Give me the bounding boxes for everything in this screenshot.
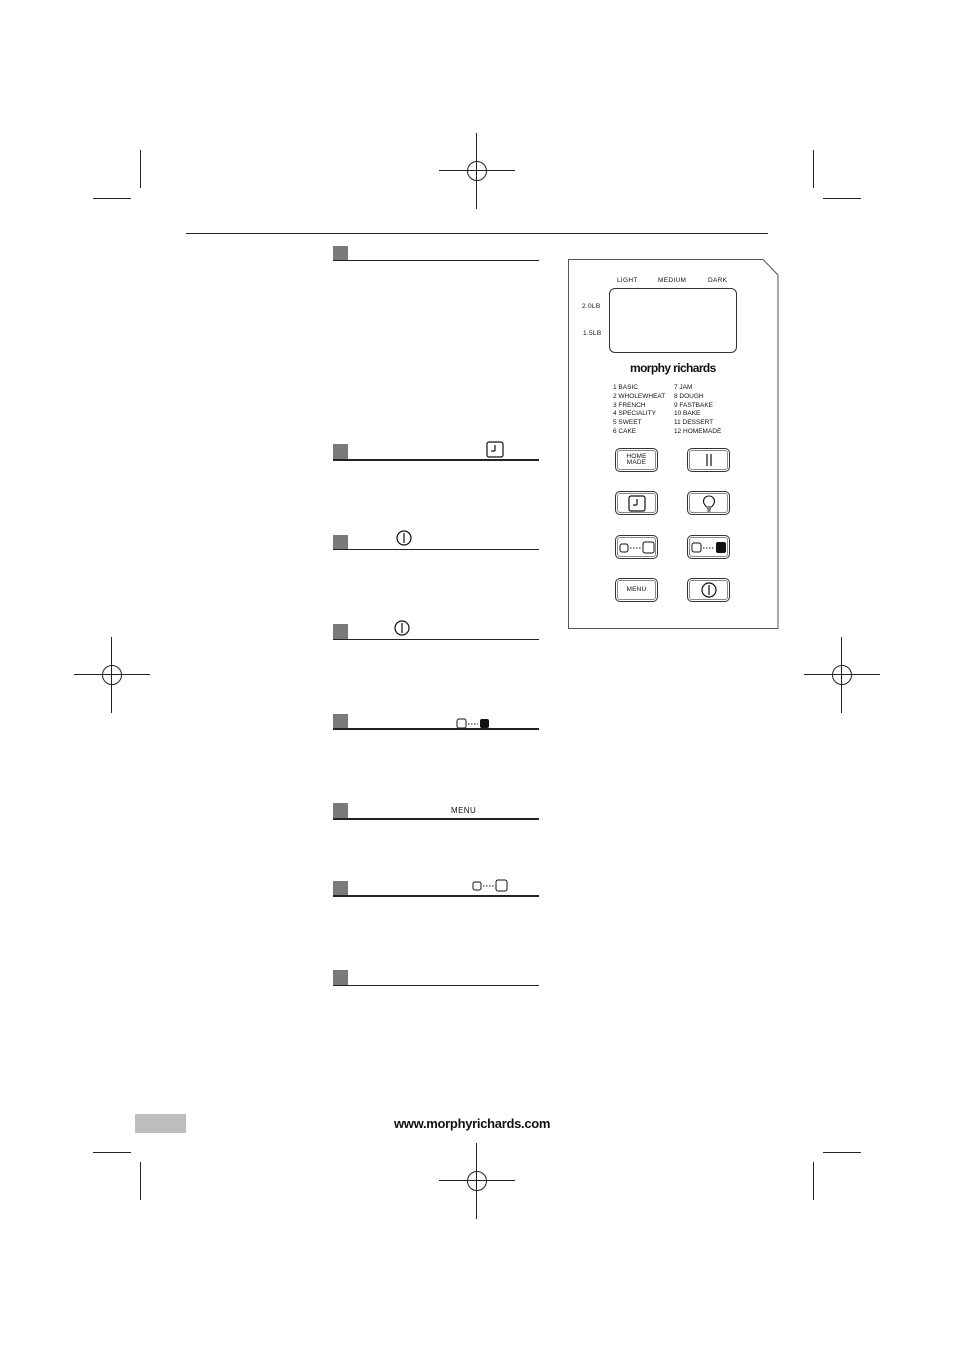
loaf-shade-icon	[456, 716, 490, 734]
program-item: 6 CAKE	[613, 427, 637, 435]
section-rule-7	[333, 895, 539, 897]
lcd-display	[609, 288, 737, 353]
crust-label-medium: MEDIUM	[658, 277, 687, 284]
light-button[interactable]	[687, 491, 730, 515]
timer-button[interactable]	[615, 491, 658, 515]
menu-button[interactable]	[615, 578, 658, 602]
crop-mark-top-left-vertical	[140, 150, 141, 188]
homemade-button[interactable]	[615, 448, 658, 472]
section-marker-5	[333, 714, 348, 729]
section-marker-3	[333, 535, 348, 550]
bulb-icon	[702, 495, 716, 512]
size-label-1-5lb: 1.5LB	[583, 330, 602, 337]
program-item: 5 SWEET	[613, 419, 642, 427]
crust-label-light: LIGHT	[617, 277, 638, 284]
page-number-tab	[135, 1114, 186, 1133]
start-stop-button[interactable]	[687, 578, 730, 602]
crop-mark-bottom-left-vertical	[140, 1162, 141, 1200]
section-rule-6	[333, 818, 539, 820]
crop-mark-bottom-right-horizontal	[823, 1152, 861, 1153]
crust-label-dark: DARK	[708, 277, 728, 284]
pause-button[interactable]	[687, 448, 730, 472]
program-item: 4 SPECIALITY	[613, 410, 656, 418]
section-rule-4	[333, 639, 539, 640]
program-item: 7 JAM	[674, 384, 693, 391]
power-icon	[396, 530, 412, 551]
loaf-size-button[interactable]	[615, 535, 658, 559]
crop-mark-top-right-horizontal	[823, 198, 861, 199]
registration-mark-right	[804, 637, 880, 713]
menu-button-label: MENU	[626, 585, 647, 593]
power-icon	[701, 582, 717, 598]
size-label-2lb: 2.0LB	[582, 303, 601, 310]
section-marker-6	[333, 803, 348, 818]
program-list-left	[613, 384, 665, 437]
program-item: 11 DESSERT	[674, 419, 714, 427]
section-rule-3	[333, 549, 539, 550]
program-item: 3 FRENCH	[613, 401, 646, 409]
header-rule	[186, 233, 768, 234]
section-marker-1	[333, 246, 348, 261]
clock-icon	[486, 441, 504, 463]
program-item: 2 WHOLEWHEAT	[613, 392, 666, 400]
clock-icon	[628, 495, 646, 512]
crop-mark-top-left-horizontal	[93, 198, 131, 199]
crop-mark-bottom-left-horizontal	[93, 1152, 131, 1153]
section-marker-4	[333, 624, 348, 639]
section-marker-7	[333, 881, 348, 896]
program-list-right	[674, 384, 721, 437]
pause-icon	[704, 453, 714, 467]
menu-heading-label: MENU	[451, 806, 477, 815]
program-item: 1 BASIC	[613, 384, 638, 391]
crust-colour-button[interactable]	[687, 535, 730, 559]
section-marker-2	[333, 444, 348, 459]
program-item: 10 BAKE	[674, 410, 701, 418]
loaf-shade-icon	[691, 541, 727, 554]
section-rule-5	[333, 728, 539, 730]
section-marker-8	[333, 970, 348, 985]
registration-mark-left	[74, 637, 150, 713]
crop-mark-top-right-vertical	[813, 150, 814, 188]
registration-mark-top	[439, 133, 515, 209]
footer-url[interactable]: www.morphyrichards.com	[394, 1116, 551, 1131]
program-item: 8 DOUGH	[674, 392, 704, 400]
control-panel-diagram	[568, 259, 778, 628]
section-rule-2	[333, 459, 539, 461]
loaf-size-icon	[619, 541, 655, 554]
power-icon	[394, 620, 410, 641]
program-item: 9 FASTBAKE	[674, 401, 714, 409]
registration-mark-bottom	[439, 1143, 515, 1219]
section-rule-1	[333, 260, 539, 261]
crop-mark-bottom-right-vertical	[813, 1162, 814, 1200]
homemade-button-label: HOME MADE	[626, 452, 647, 466]
loaf-size-icon	[472, 879, 508, 897]
brand-logo: morphy richards	[630, 361, 716, 375]
program-item: 12 HOMEMADE	[674, 427, 722, 435]
section-rule-8	[333, 985, 539, 986]
